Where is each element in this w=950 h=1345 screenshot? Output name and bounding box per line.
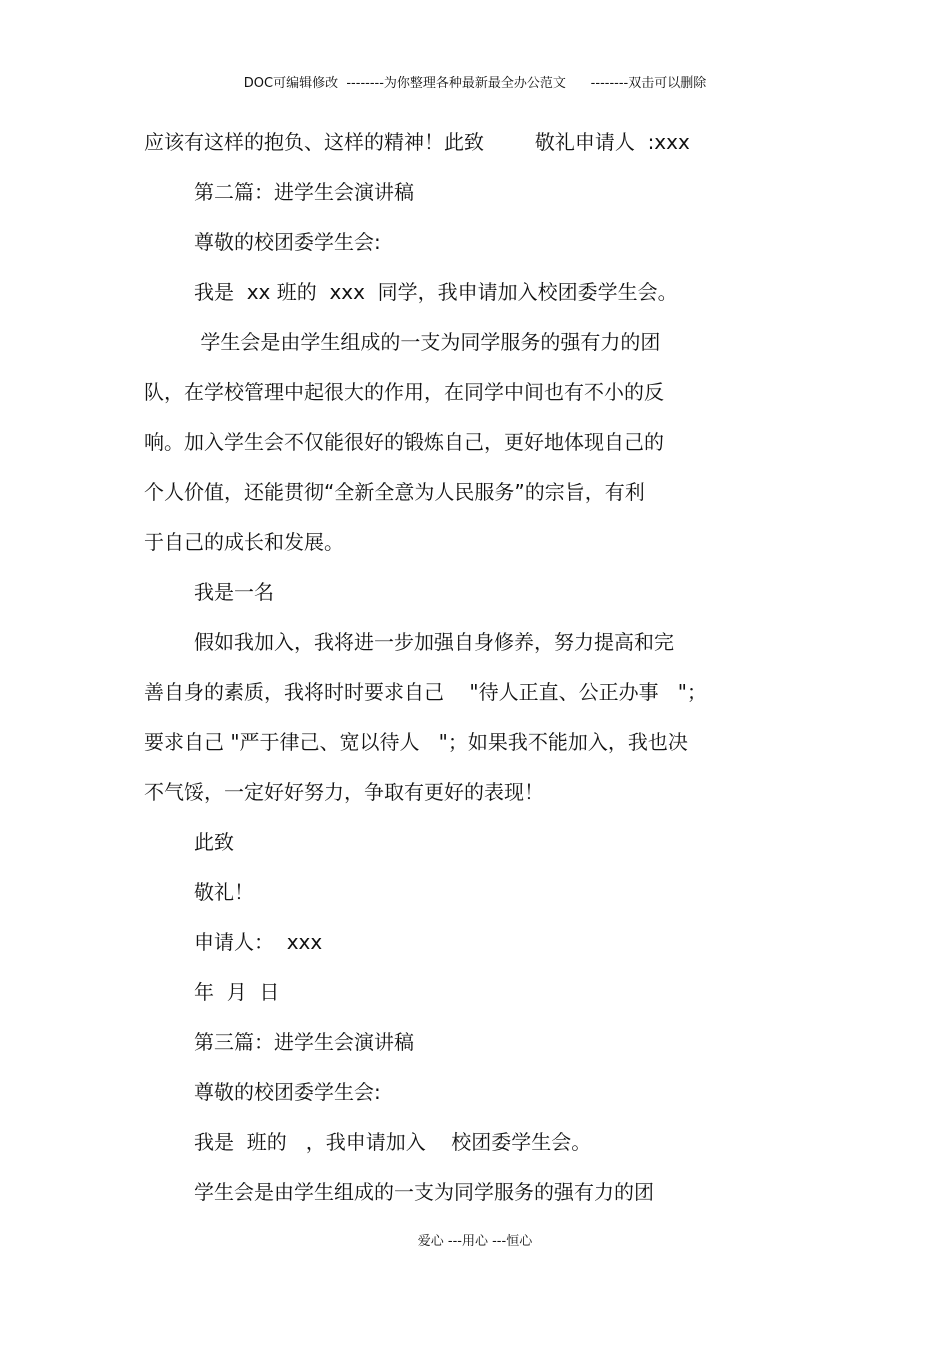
text-line: 于自己的成长和发展。 <box>144 530 344 554</box>
page-footer: 爱心 ---用心 ---恒心 <box>417 1234 533 1249</box>
text-line: 学生会是由学生组成的一支为同学服务的强有力的团 <box>194 1180 654 1204</box>
text-line: 我是 班的 ，我申请加入 校团委学生会。 <box>194 1130 592 1154</box>
text-line: 应该有这样的抱负、这样的精神！此致 敬礼申请人 :xxx <box>144 130 690 154</box>
text-line: 队，在学校管理中起很大的作用，在同学中间也有不小的反 <box>144 380 664 404</box>
date-line: 年 月 日 <box>194 980 280 1004</box>
section-heading: 第三篇：进学生会演讲稿 <box>194 1030 414 1054</box>
salutation: 尊敬的校团委学生会: <box>194 1080 381 1104</box>
document-body <box>0 117 950 1217</box>
closing-line: 敬礼！ <box>194 880 254 904</box>
closing-line: 此致 <box>194 830 234 854</box>
text-line: 要求自己 "严于律己、宽以待人 "；如果我不能加入，我也决 <box>144 730 688 754</box>
text-line: 响。加入学生会不仅能很好的锻炼自己，更好地体现自己的 <box>144 430 664 454</box>
text-line: 不气馁，一定好好努力，争取有更好的表现！ <box>144 780 544 804</box>
applicant-line: 申请人： xxx <box>194 930 323 954</box>
text-line: 我是一名 <box>194 580 274 604</box>
salutation: 尊敬的校团委学生会: <box>194 230 381 254</box>
text-line: 学生会是由学生组成的一支为同学服务的强有力的团 <box>194 330 661 354</box>
text-line: 我是 xx 班的 xxx 同学，我申请加入校团委学生会。 <box>194 280 678 304</box>
text-line: 个人价值，还能贯彻“全新全意为人民服务”的宗旨，有利 <box>144 480 645 504</box>
section-heading: 第二篇：进学生会演讲稿 <box>194 180 414 204</box>
text-line: 善自身的素质，我将时时要求自己 "待人正直、公正办事 "； <box>144 680 707 704</box>
text-line: 假如我加入，我将进一步加强自身修养，努力提高和完 <box>194 630 674 654</box>
page-header: DOC可编辑修改 --------为你整理各种最新最全办公范文 --------双击可以删除 <box>243 76 707 91</box>
